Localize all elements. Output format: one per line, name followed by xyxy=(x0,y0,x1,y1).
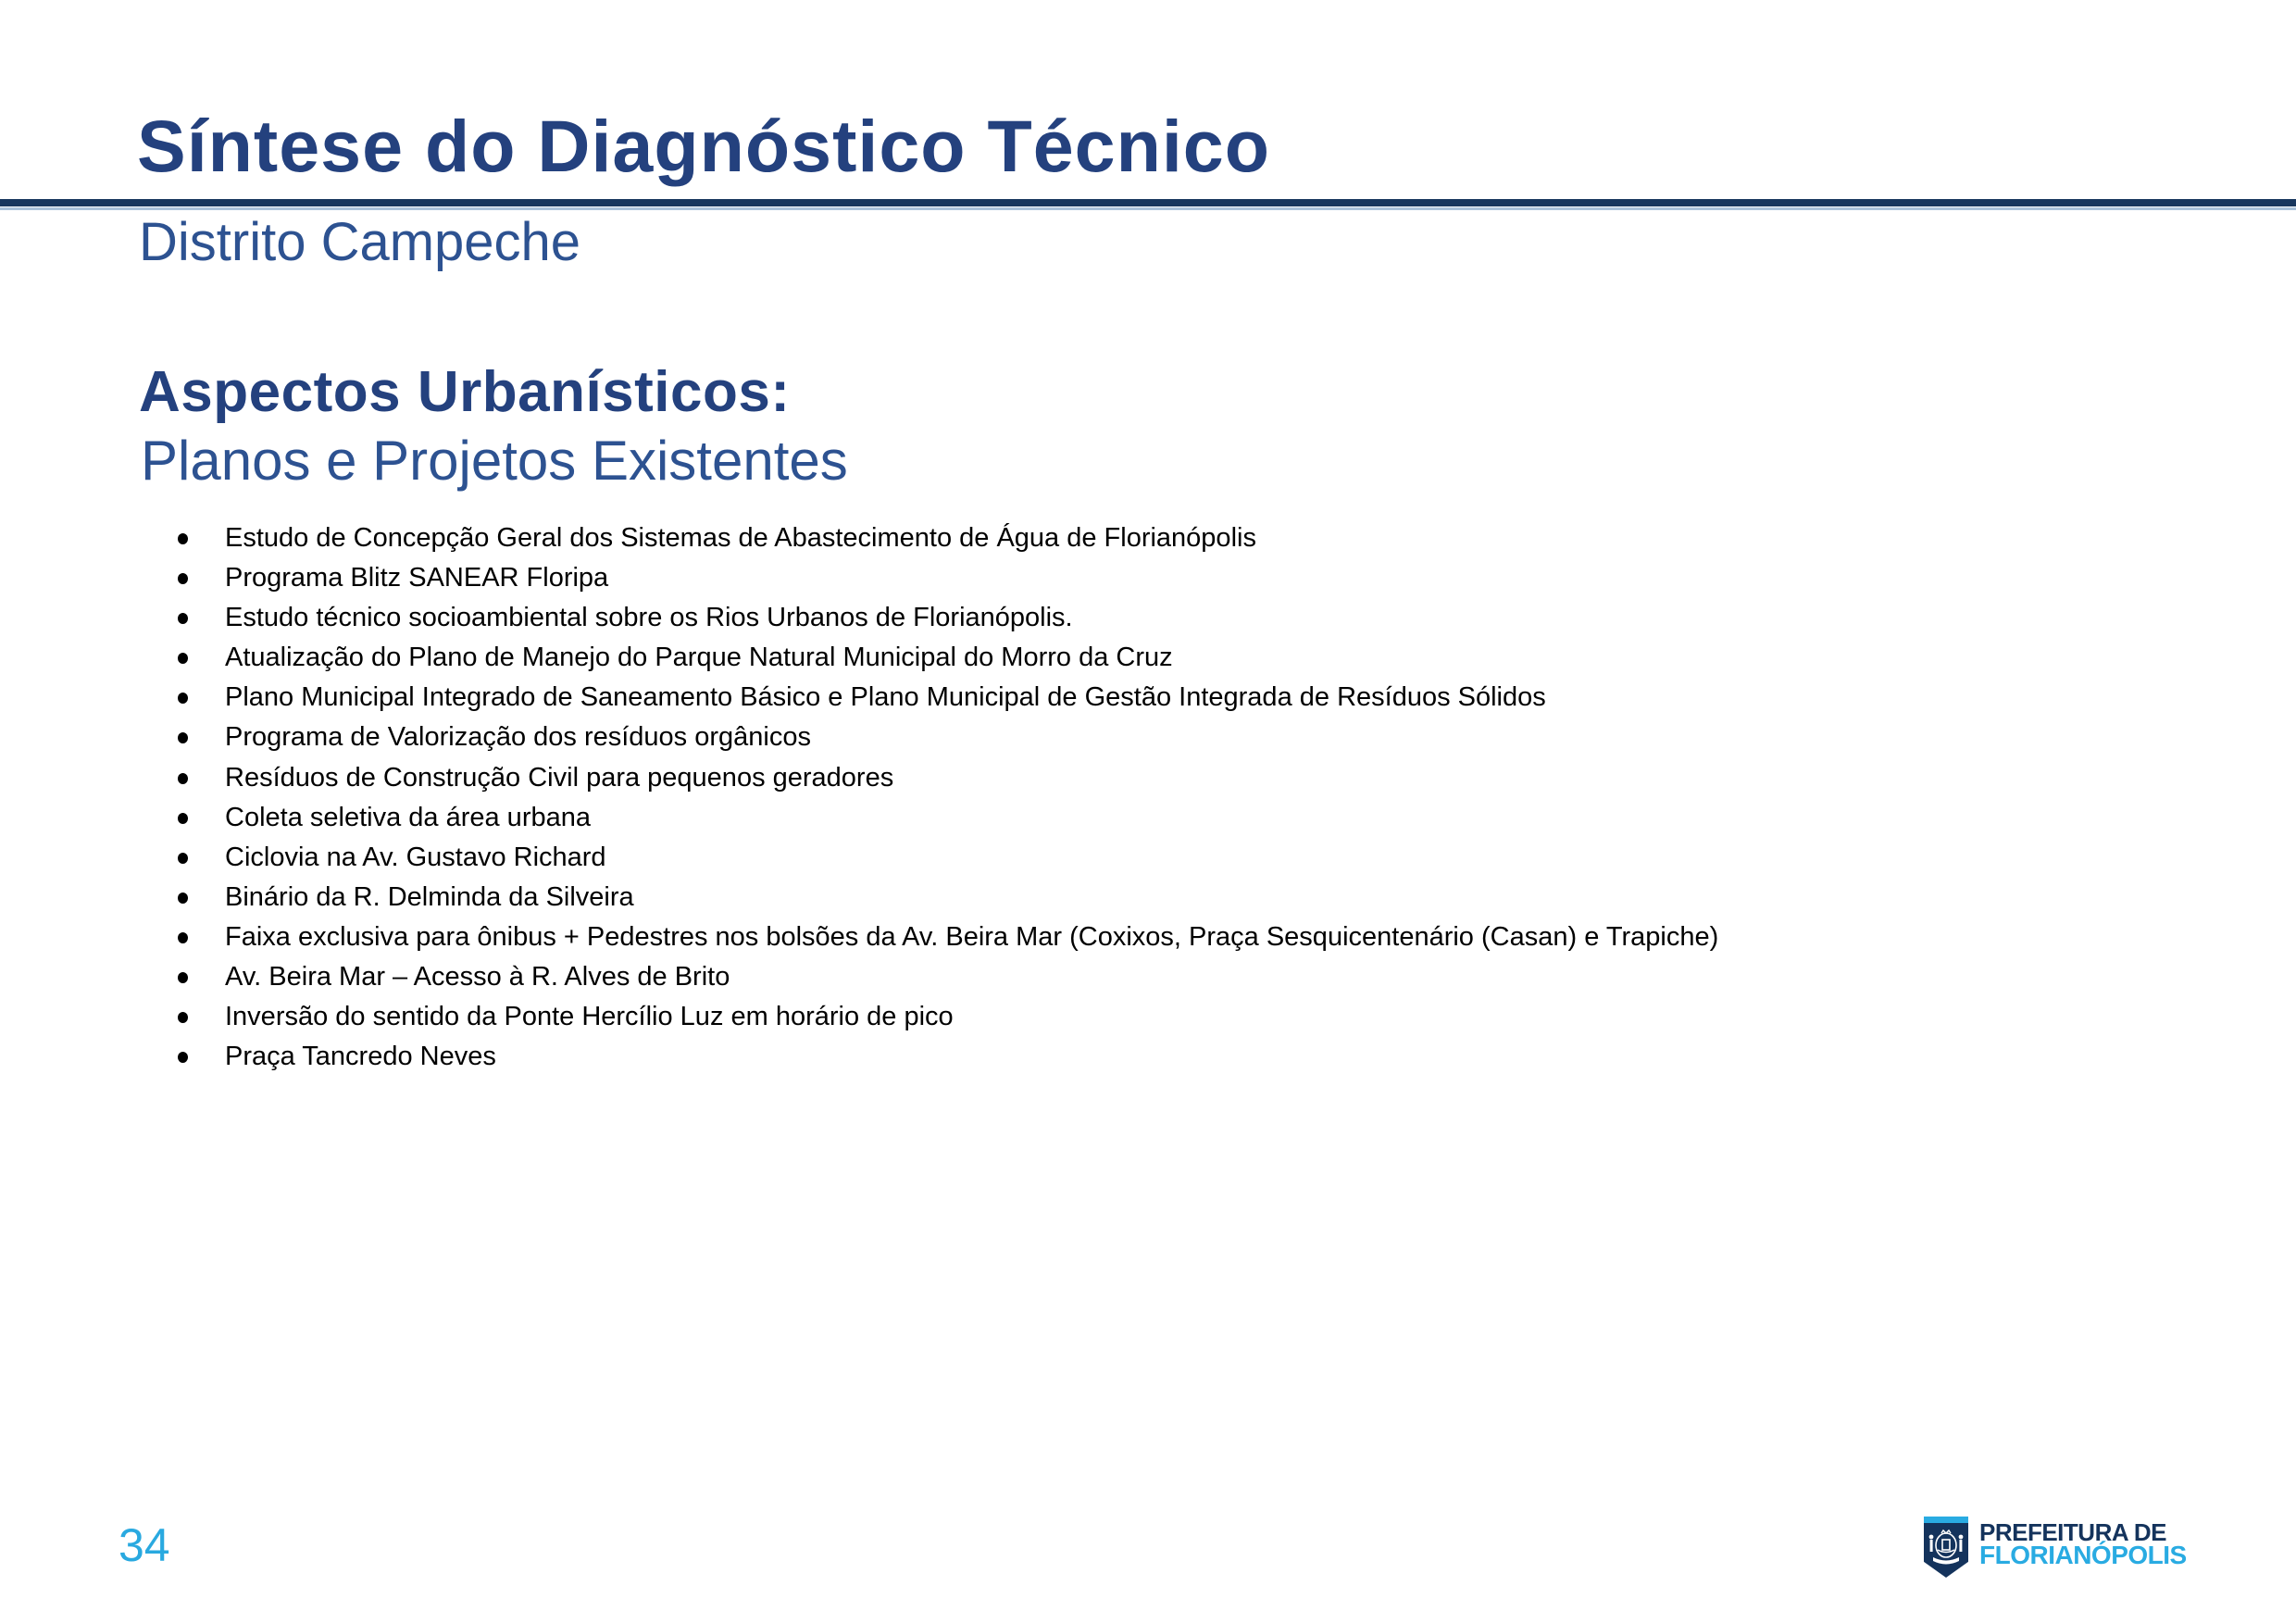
title-divider xyxy=(0,199,2296,206)
list-item: Programa Blitz SANEAR Floripa xyxy=(176,558,2120,598)
section-title: Aspectos Urbanísticos: xyxy=(139,360,791,424)
list-item: Atualização do Plano de Manejo do Parque Natural Municipal do Morro da Cruz xyxy=(176,638,2120,678)
page-title: Síntese do Diagnóstico Técnico xyxy=(137,105,1270,187)
plans-projects-list xyxy=(176,518,2120,1077)
list-item: Programa de Valorização dos resíduos orgânicos xyxy=(176,718,2120,757)
logo-text-line1: PREFEITURA DE xyxy=(1979,1518,2166,1546)
title-divider-highlight xyxy=(0,207,2296,210)
list-item: Coleta seletiva da área urbana xyxy=(176,798,2120,838)
list-item: Binário da R. Delminda da Silveira xyxy=(176,878,2120,918)
list-item: Av. Beira Mar – Acesso à R. Alves de Brito xyxy=(176,957,2120,997)
logo-text-line2: FLORIANÓPOLIS xyxy=(1979,1541,2187,1569)
page-subtitle: Distrito Campeche xyxy=(139,212,581,272)
list-item: Resíduos de Construção Civil para pequenos geradores xyxy=(176,758,2120,798)
list-item: Faixa exclusiva para ônibus + Pedestres nos bolsões da Av. Beira Mar (Coxixos, Praça Sesquicentenário (Casan) e Trapiche) xyxy=(176,918,2120,957)
prefeitura-florianopolis-logo xyxy=(1924,1517,2187,1578)
logo-wordmark xyxy=(1979,1517,2187,1567)
page-number: 34 xyxy=(119,1519,170,1571)
list-item: Plano Municipal Integrado de Saneamento Básico e Plano Municipal de Gestão Integrada de Resíduos Sólidos xyxy=(176,678,2120,718)
list-item: Inversão do sentido da Ponte Hercílio Luz em horário de pico xyxy=(176,997,2120,1037)
section-subtitle: Planos e Projetos Existentes xyxy=(141,430,848,492)
list-item: Estudo técnico socioambiental sobre os Rios Urbanos de Florianópolis. xyxy=(176,598,2120,638)
florianopolis-coat-of-arms-icon xyxy=(1924,1517,1968,1578)
list-item: Ciclovia na Av. Gustavo Richard xyxy=(176,838,2120,878)
list-item: Estudo de Concepção Geral dos Sistemas de Abastecimento de Água de Florianópolis xyxy=(176,518,2120,558)
list-item: Praça Tancredo Neves xyxy=(176,1037,2120,1077)
